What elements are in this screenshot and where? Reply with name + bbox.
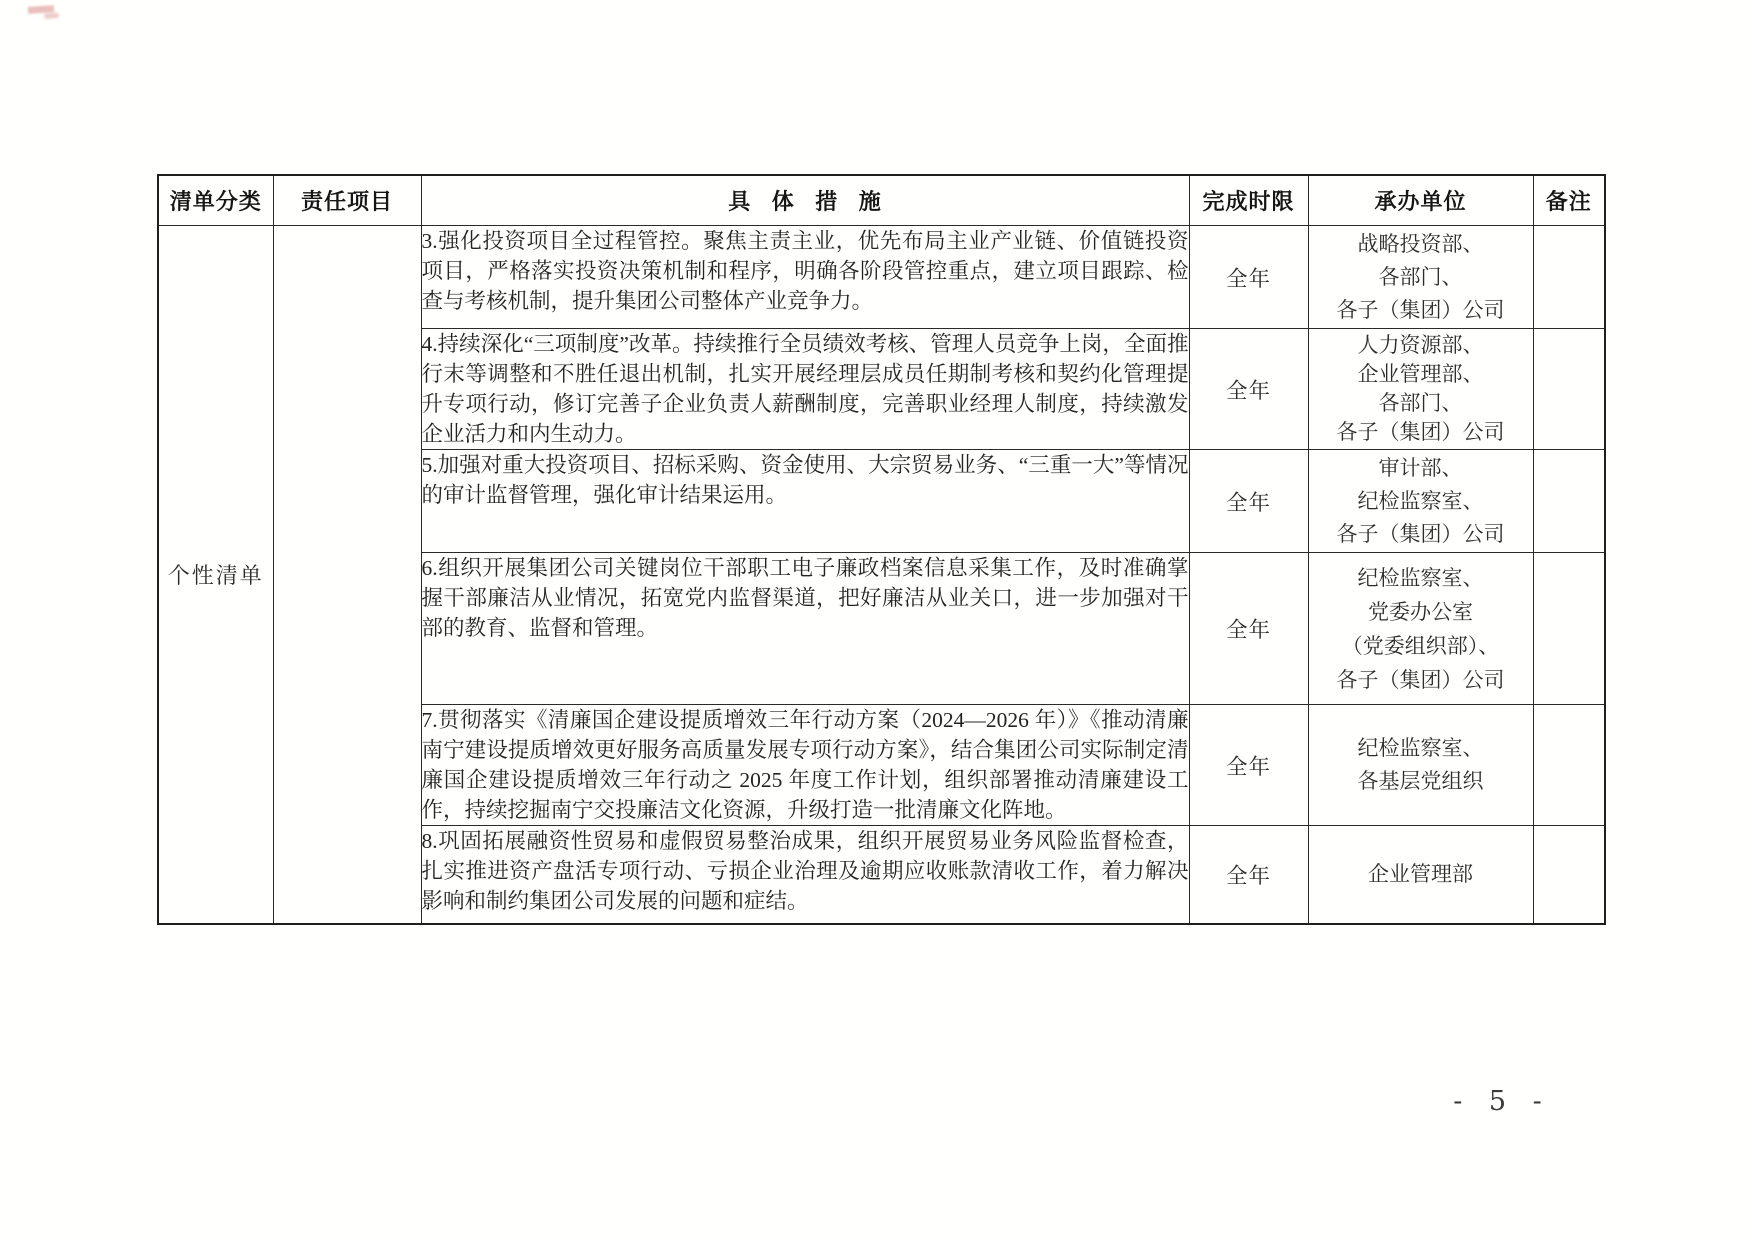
unit-line: 纪检监察室、 bbox=[1357, 565, 1484, 590]
remark-cell-7 bbox=[1533, 705, 1605, 826]
unit-cell-6 bbox=[1308, 553, 1533, 705]
unit-cell-7 bbox=[1308, 705, 1533, 826]
unit-cell-8 bbox=[1308, 826, 1533, 924]
table-row bbox=[158, 226, 1605, 329]
deadline-cell-4: 全年 bbox=[1189, 329, 1308, 450]
measure-cell-3: 3.强化投资项目全过程管控。聚焦主责主业，优先布局主业产业链、价值链投资项目，严格落实投资决策机制和程序，明确各阶段管控重点，建立项目跟踪、检查与考核机制，提升集团公司整体产业竞争力。 bbox=[421, 226, 1189, 329]
unit-line: 企业管理部 bbox=[1368, 861, 1473, 886]
unit-line: 纪检监察室、 bbox=[1357, 736, 1484, 760]
unit-line: 各子（集团）公司 bbox=[1336, 667, 1505, 692]
unit-line: 各子（集团）公司 bbox=[1336, 297, 1505, 322]
unit-line: 各子（集团）公司 bbox=[1336, 521, 1505, 546]
unit-line: 人力资源部、 bbox=[1357, 333, 1484, 357]
unit-cell-4 bbox=[1308, 329, 1533, 450]
deadline-cell-5: 全年 bbox=[1189, 450, 1308, 553]
unit-line: 各子（集团）公司 bbox=[1336, 420, 1505, 444]
measure-cell-6: 6.组织开展集团公司关键岗位干部职工电子廉政档案信息采集工作，及时准确掌握干部廉洁从业情况，拓宽党内监督渠道，把好廉洁从业关口，进一步加强对干部的教育、监督和管理。 bbox=[421, 553, 1189, 705]
col-header-remark: 备注 bbox=[1533, 175, 1605, 226]
col-header-project: 责任项目 bbox=[273, 175, 421, 226]
project-cell-empty bbox=[273, 226, 421, 924]
measure-cell-7: 7.贯彻落实《清廉国企建设提质增效三年行动方案（2024—2026 年）》《推动清廉南宁建设提质增效更好服务高质量发展专项行动方案》，结合集团公司实际制定清廉国企建设提质增效三年行动之 2025 年度工作计划，组织部署推动清廉建设工作，持续挖掘南宁交投廉洁文化资源，升级打造一批清廉文化阵地。 bbox=[421, 705, 1189, 826]
measure-cell-8: 8.巩固拓展融资性贸易和虚假贸易整治成果，组织开展贸易业务风险监督检查，扎实推进资产盘活专项行动、亏损企业治理及逾期应收账款清收工作，着力解决影响和制约集团公司发展的问题和症结。 bbox=[421, 826, 1189, 924]
unit-line: 审计部、 bbox=[1378, 455, 1463, 480]
unit-cell-5 bbox=[1308, 450, 1533, 553]
unit-line: 各部门、 bbox=[1378, 264, 1463, 289]
unit-line: 战略投资部、 bbox=[1357, 231, 1484, 256]
table-header-row bbox=[158, 175, 1605, 226]
col-header-measures: 具 体 措 施 bbox=[421, 175, 1189, 226]
scan-artifact-red-mark bbox=[28, 5, 54, 14]
remark-cell-4 bbox=[1533, 329, 1605, 450]
deadline-cell-7: 全年 bbox=[1189, 705, 1308, 826]
responsibility-list-table bbox=[157, 174, 1606, 925]
col-header-category: 清单分类 bbox=[158, 175, 273, 226]
deadline-cell-3: 全年 bbox=[1189, 226, 1308, 329]
page-number: - 5 - bbox=[1453, 1086, 1551, 1117]
unit-cell-3 bbox=[1308, 226, 1533, 329]
unit-line: 各基层党组织 bbox=[1357, 769, 1484, 793]
unit-line: （党委组织部）、 bbox=[1341, 633, 1500, 658]
remark-cell-6 bbox=[1533, 553, 1605, 705]
unit-line: 各部门、 bbox=[1378, 391, 1463, 415]
unit-line: 党委办公室 bbox=[1368, 599, 1473, 624]
unit-line: 企业管理部、 bbox=[1357, 362, 1484, 386]
deadline-cell-6: 全年 bbox=[1189, 553, 1308, 705]
remark-cell-8 bbox=[1533, 826, 1605, 924]
col-header-deadline: 完成时限 bbox=[1189, 175, 1308, 226]
remark-cell-5 bbox=[1533, 450, 1605, 553]
deadline-cell-8: 全年 bbox=[1189, 826, 1308, 924]
category-cell: 个性清单 bbox=[158, 226, 273, 924]
measure-cell-4: 4.持续深化“三项制度”改革。持续推行全员绩效考核、管理人员竞争上岗，全面推行末等调整和不胜任退出机制，扎实开展经理层成员任期制考核和契约化管理提升专项行动，修订完善子企业负责人薪酬制度，完善职业经理人制度，持续激发企业活力和内生动力。 bbox=[421, 329, 1189, 450]
unit-line: 纪检监察室、 bbox=[1357, 488, 1484, 513]
col-header-unit: 承办单位 bbox=[1308, 175, 1533, 226]
measure-cell-5: 5.加强对重大投资项目、招标采购、资金使用、大宗贸易业务、“三重一大”等情况的审计监督管理，强化审计结果运用。 bbox=[421, 450, 1189, 553]
remark-cell-3 bbox=[1533, 226, 1605, 329]
